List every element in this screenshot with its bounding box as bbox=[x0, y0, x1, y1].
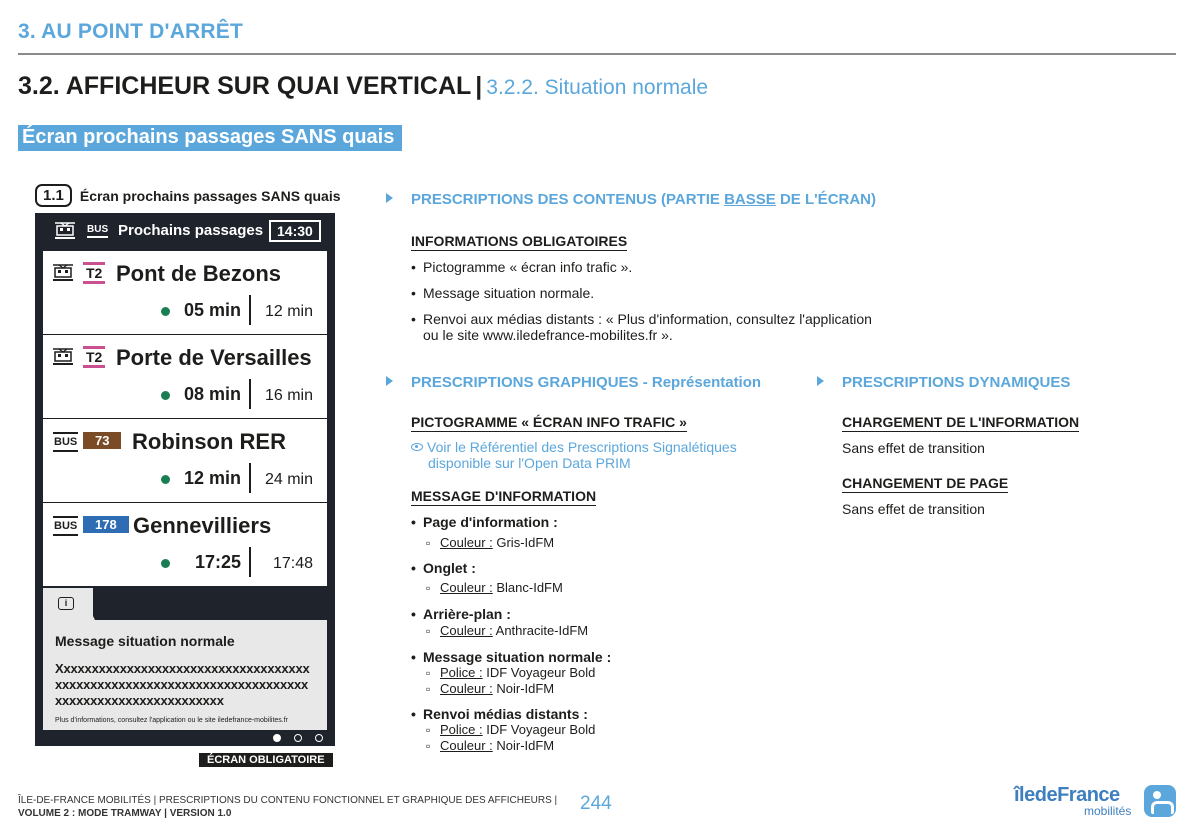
footer-line-2: VOLUME 2 : MODE TRAMWAY | VERSION 1.0 bbox=[18, 808, 232, 819]
group-sub: ▫ Police : IDF Voyageur Bold bbox=[440, 665, 595, 681]
destination-name: Pont de Bezons bbox=[116, 261, 282, 286]
time-separator bbox=[249, 295, 251, 325]
destination-name: Gennevilliers bbox=[133, 513, 272, 538]
bus-mode-label: BUS bbox=[87, 224, 108, 238]
tab-slant bbox=[79, 588, 95, 620]
eye-icon bbox=[411, 443, 423, 451]
line-badge: 178 bbox=[83, 516, 129, 533]
time-separator bbox=[249, 463, 251, 493]
logo-subtext: mobilités bbox=[1084, 804, 1132, 818]
display-title: Prochains passages bbox=[118, 222, 264, 239]
page-change-text: Sans effet de transition bbox=[842, 501, 985, 517]
tram-icon bbox=[53, 221, 77, 241]
message-footer: Plus d'informations, consultez l'application ou le site iledefrance-mobilites.fr bbox=[55, 717, 289, 724]
group-sub: ▫ Couleur : Gris-IdFM bbox=[440, 535, 554, 551]
message-body: Xxxxxxxxxxxxxxxxxxxxxxxxxxxxxxxxxxxxxxxxxxxxxxxxxxxxxxxxxxxxxxxxxxxxxxxxxxxxxxxxxxxxxxxxxxxxxxxx bbox=[55, 661, 310, 708]
message-info-title: MESSAGE D'INFORMATION bbox=[411, 488, 597, 504]
page-dot bbox=[315, 734, 323, 742]
group-sub: ▫ Couleur : Blanc-IdFM bbox=[440, 580, 563, 596]
realtime-dot bbox=[161, 559, 170, 568]
page-indicator bbox=[273, 734, 323, 742]
loading-text: Sans effet de transition bbox=[842, 440, 985, 456]
pictogram-title: PICTOGRAMME « ÉCRAN INFO TRAFIC » bbox=[411, 414, 687, 430]
logo-wordmark: îledeFrance bbox=[1014, 784, 1120, 806]
footer-line-1: ÎLE-DE-FRANCE MOBILITÉS | PRESCRIPTIONS DU CONTENU FONCTIONNEL ET GRAPHIQUE DES AFFICHEURS | bbox=[18, 795, 558, 806]
group-sub: ▫ Police : IDF Voyageur Bold bbox=[440, 722, 595, 738]
destination-name: Porte de Versailles bbox=[116, 345, 312, 370]
destination-name: Robinson RER bbox=[132, 429, 286, 454]
section-title: 3. AU POINT D'ARRÊT bbox=[18, 20, 244, 43]
group-label: • Message situation normale : bbox=[423, 649, 611, 665]
tram-icon bbox=[51, 347, 75, 367]
bus-mode-label: BUS bbox=[53, 432, 78, 452]
tram-icon bbox=[51, 263, 75, 283]
realtime-dot bbox=[161, 391, 170, 400]
contents-heading: PRESCRIPTIONS DES CONTENUS (PARTIE BASSE DE L'ÉCRAN) bbox=[386, 191, 876, 208]
realtime-dot bbox=[161, 475, 170, 484]
next-departure: 12 min bbox=[183, 468, 241, 488]
page-number: 244 bbox=[580, 793, 612, 814]
group-sub: ▫ Couleur : Noir-IdFM bbox=[440, 681, 554, 697]
loading-title: CHARGEMENT DE L'INFORMATION bbox=[842, 414, 1080, 430]
line-badge: T2 bbox=[83, 346, 105, 368]
departure-row bbox=[43, 251, 327, 335]
info-message-panel bbox=[43, 620, 327, 730]
display-clock: 14:30 bbox=[269, 220, 321, 242]
page-subtitle: 3.2.2. Situation normale bbox=[486, 76, 709, 99]
line-badge: T2 bbox=[83, 262, 105, 284]
list-item-continuation: ou le site www.iledefrance-mobilites.fr ». bbox=[423, 327, 673, 343]
mandatory-screen-label: ÉCRAN OBLIGATOIRE bbox=[199, 753, 333, 767]
triangle-bullet-icon bbox=[817, 376, 824, 386]
following-departure: 12 min bbox=[264, 303, 313, 320]
following-departure: 16 min bbox=[264, 387, 313, 404]
departure-row bbox=[43, 419, 327, 503]
figure-number: 1.1 bbox=[35, 184, 72, 207]
group-label: • Onglet : bbox=[423, 560, 476, 576]
heading-separator: | bbox=[475, 72, 483, 100]
screen-type-badge: Écran prochains passages SANS quais bbox=[18, 125, 402, 151]
line-badge: 73 bbox=[83, 432, 121, 449]
next-departure: 08 min bbox=[183, 384, 241, 404]
list-item: • Pictogramme « écran info trafic ». bbox=[423, 259, 632, 275]
mandatory-info-title: INFORMATIONS OBLIGATOIRES bbox=[411, 233, 628, 249]
triangle-bullet-icon bbox=[386, 193, 393, 203]
time-separator bbox=[249, 379, 251, 409]
group-label: • Renvoi médias distants : bbox=[423, 706, 588, 722]
referential-link[interactable]: Voir le Référentiel des Prescriptions Signalétiques bbox=[411, 439, 737, 455]
bus-mode-label: BUS bbox=[53, 516, 78, 536]
graphics-heading: PRESCRIPTIONS GRAPHIQUES - Représentation bbox=[386, 374, 761, 391]
list-item: • Renvoi aux médias distants : « Plus d'information, consultez l'application bbox=[423, 311, 872, 327]
list-item: • Message situation normale. bbox=[423, 285, 594, 301]
following-departure: 17:48 bbox=[272, 555, 313, 572]
following-departure: 24 min bbox=[264, 471, 313, 488]
idfm-logo bbox=[1014, 784, 1176, 820]
next-departure: 17:25 bbox=[194, 552, 241, 572]
info-trafic-icon: i bbox=[58, 597, 74, 610]
page-dot-active bbox=[273, 734, 281, 742]
group-sub: ▫ Couleur : Anthracite-IdFM bbox=[440, 623, 588, 639]
departure-row bbox=[43, 335, 327, 419]
departures-list bbox=[43, 251, 327, 586]
group-label: • Arrière-plan : bbox=[423, 606, 511, 622]
page-change-title: CHANGEMENT DE PAGE bbox=[842, 475, 1009, 491]
header-divider bbox=[18, 53, 1176, 55]
group-label: • Page d'information : bbox=[423, 514, 558, 530]
time-separator bbox=[249, 547, 251, 577]
next-departure: 05 min bbox=[183, 300, 241, 320]
logo-icon bbox=[1144, 785, 1176, 817]
figure-label bbox=[35, 184, 341, 207]
realtime-dot bbox=[161, 307, 170, 316]
page-heading bbox=[18, 72, 708, 101]
figure-caption: Écran prochains passages SANS quais bbox=[79, 187, 341, 204]
display-mockup bbox=[35, 213, 335, 746]
message-title: Message situation normale bbox=[55, 633, 235, 649]
referential-link-line2[interactable]: disponible sur l'Open Data PRIM bbox=[428, 455, 631, 471]
display-header bbox=[35, 213, 335, 249]
page-dot bbox=[294, 734, 302, 742]
triangle-bullet-icon bbox=[386, 376, 393, 386]
dynamics-heading: PRESCRIPTIONS DYNAMIQUES bbox=[817, 374, 1070, 391]
departure-row bbox=[43, 503, 327, 587]
group-sub: ▫ Couleur : Noir-IdFM bbox=[440, 738, 554, 754]
page-title: 3.2. AFFICHEUR SUR QUAI VERTICAL bbox=[18, 72, 472, 100]
